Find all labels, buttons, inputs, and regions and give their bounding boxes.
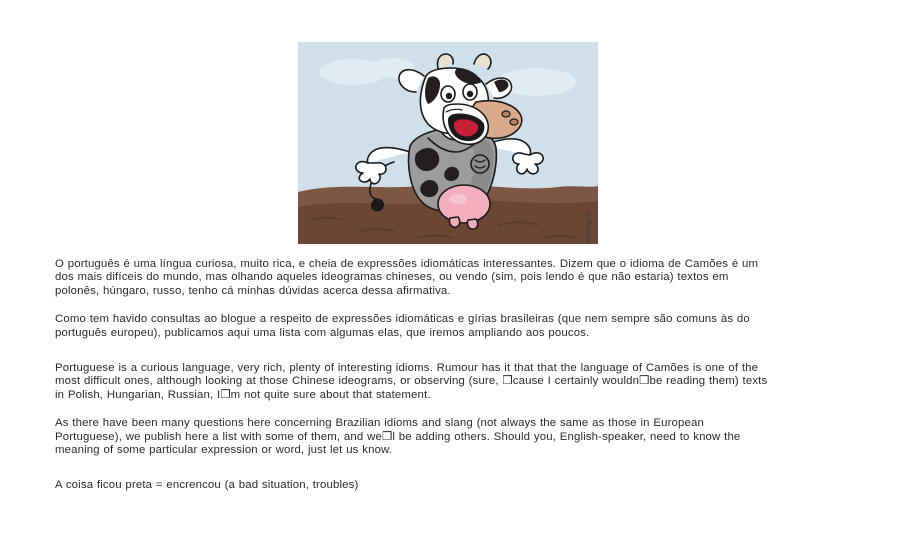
paragraph-pt-2: Como tem havido consultas ao blogue a respeito de expressões idiomáticas e gírias brasileiras (que nem sempre são comuns às do português europeu), publicamos aqui uma lista com algumas elas, que iremos ampliando aos poucos. xyxy=(55,313,750,339)
artist-signature: Maragoni xyxy=(585,210,592,243)
cartoon-cow-illustration xyxy=(298,42,598,244)
idiom-entry: A coisa ficou preta = encrencou (a bad situation, troubles) xyxy=(55,479,359,492)
article-body xyxy=(55,258,769,493)
paragraph-en-2: As there have been many questions here concerning Brazilian idioms and slang (not always the same as those in European Portuguese), we publish here a list with some of them, and we❒l be adding others. Should you, English-speaker, need to know the meaning of some particular expression or word, just let us know. xyxy=(55,417,741,457)
paragraph-pt-1: O português é uma língua curiosa, muito rica, e cheia de expressões idiomáticas interessantes. Dizem que o idioma de Camões é um dos mais difíceis do mundo, mas olhando aqueles ideogramas chineses, ou vendo (sim, pois lendo é que não estaria) textos em polonês, húngaro, russo, tenho cá minhas dúvidas acerca dessa afirmativa. xyxy=(55,258,759,297)
paragraph-en-1: Portuguese is a curious language, very rich, plenty of interesting idioms. Rumour has it that that the language of Camões is one of the most difficult ones, although looking at those Chinese ideograms, or observing (sure, ❒cause I certainly wouldn❒be reading them) texts in Polish, Hungarian, Russian, I❒m not quite sure about that statement. xyxy=(55,362,768,401)
